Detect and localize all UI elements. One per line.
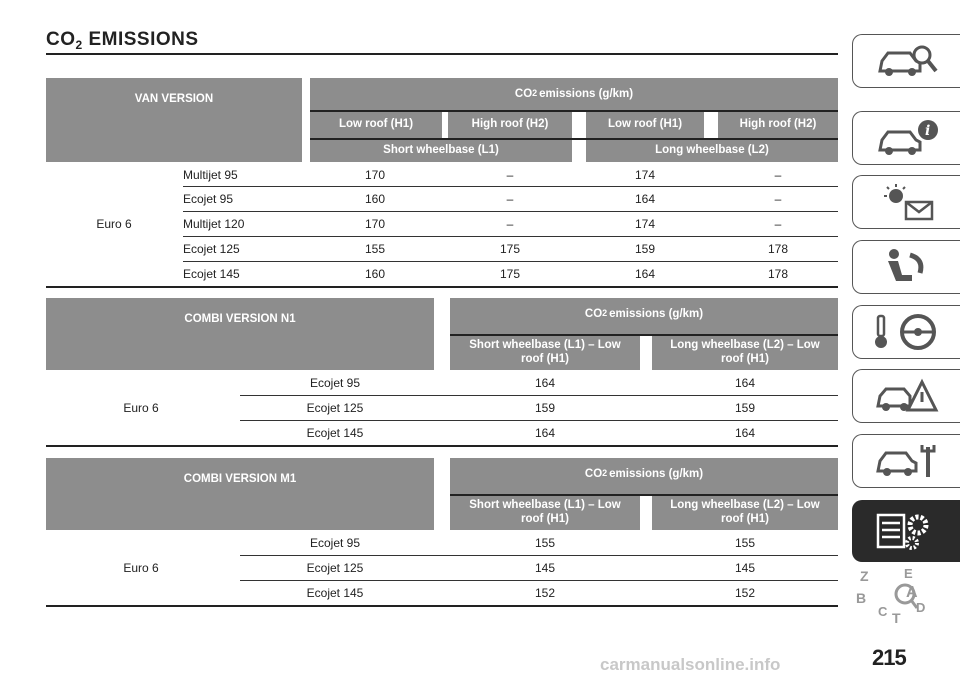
van-cell: 170 [364,167,386,182]
van-cell: 174 [634,217,656,231]
van-roof-header-4: High roof (H2) [718,112,838,138]
van-cell: 160 [364,267,386,281]
combi-n1-row-engine: Ecojet 125 [306,401,364,415]
combi-m1-standard: Euro 6 [123,560,159,575]
tab-safety[interactable] [852,240,960,294]
combi-m1-col-header-2: Long wheelbase (L2) – Low roof (H1) [652,496,838,530]
combi-n1-col-header-1: Short wheelbase (L1) – Low roof (H1) [450,336,640,370]
van-row-engine: Ecojet 145 [183,267,240,281]
combi-n1-cell: 159 [734,401,756,415]
tab-car-search[interactable] [852,34,960,88]
table-bottom-rule [46,445,838,447]
van-cell: 159 [634,242,656,256]
van-cell: – [774,217,782,231]
combi-m1-cell: 155 [534,536,556,550]
van-wheelbase-header-1: Short wheelbase (L1) [310,140,572,162]
van-cell: – [506,192,514,206]
page-number: 215 [872,645,906,670]
van-cell: 170 [364,217,386,231]
index-letter: T [892,610,901,626]
van-wheelbase-header-2: Long wheelbase (L2) [586,140,838,162]
van-co2-header: CO 2 emissions (g/km) [310,78,838,110]
van-cell: 175 [499,267,521,281]
combi-n1-cell: 164 [534,376,556,390]
table-bottom-rule [46,286,838,288]
van-standard: Euro 6 [96,217,132,231]
combi-n1-cell: 164 [734,376,756,390]
van-cell: 174 [634,167,656,182]
index-letter: Z [860,568,869,584]
van-roof-header-2: High roof (H2) [448,112,572,138]
van-cell: – [506,167,514,182]
combi-n1-co2-header: CO 2 emissions (g/km) [450,298,838,334]
van-row-engine: Multijet 95 [183,167,238,182]
van-cell: – [774,192,782,206]
car-warning-triangle-icon [872,376,942,416]
svg-text:i: i [924,123,930,139]
combi-m1-cell: 152 [534,586,556,600]
combi-m1-row-engine: Ecojet 95 [309,536,361,550]
combi-n1-row-engine: Ecojet 145 [306,426,364,440]
van-cell: 155 [364,242,386,256]
combi-m1-row-engine: Ecojet 125 [306,561,364,575]
tab-warning-lights[interactable] [852,175,960,229]
van-cell: 164 [634,267,656,281]
combi-n1-col-header-2: Long wheelbase (L2) – Low roof (H1) [652,336,838,370]
combi-m1-header: COMBI VERSION M1 [46,458,434,530]
combi-m1-row-engine: Ecojet 145 [306,586,364,600]
van-cell: 160 [364,192,386,206]
warning-light-message-icon [872,182,942,222]
combi-n1-header: COMBI VERSION N1 [46,298,434,370]
combi-m1-cell: 145 [534,561,556,575]
index-letter: B [856,590,867,606]
combi-n1-cell: 164 [734,426,756,440]
car-wrench-icon [872,441,942,481]
combi-m1-cell: 152 [734,586,756,600]
index-letter: E [904,566,913,581]
combi-m1-col-header-1: Short wheelbase (L1) – Low roof (H1) [450,496,640,530]
tab-car-info[interactable] [852,111,960,165]
van-row-engine: Ecojet 95 [183,192,234,206]
van-cell: 164 [634,192,656,206]
van-row-engine: Multijet 120 [183,217,245,231]
combi-m1-cell: 155 [734,536,756,550]
van-row-engine: Ecojet 125 [183,242,240,256]
index-letter: D [916,600,926,615]
watermark: carmanualsonline.info [600,655,781,674]
combi-n1-standard: Euro 6 [123,400,159,415]
van-cell: 178 [767,267,789,281]
tab-technical-data[interactable] [852,500,960,562]
tab-maintenance[interactable] [852,434,960,488]
combi-m1-cell: 145 [734,561,756,575]
tab-starting-driving[interactable] [852,305,960,359]
tab-emergency[interactable] [852,369,960,423]
car-info-icon [872,118,942,158]
van-cell: – [506,217,514,231]
table-bottom-rule [46,605,838,607]
combi-m1-co2-header: CO 2 emissions (g/km) [450,458,838,494]
car-search-icon [872,41,942,81]
page-title: $CO_2$ EMISSIONS [46,29,199,52]
van-cell: 175 [499,242,521,256]
combi-n1-cell: 164 [534,426,556,440]
van-cell: – [774,167,782,182]
combi-n1-row-engine: Ecojet 95 [309,376,361,390]
van-version-header: VAN VERSION [46,78,302,162]
index-letter: A [906,584,918,601]
list-gears-icon [872,511,942,551]
van-roof-header-1: Low roof (H1) [310,112,442,138]
combi-n1-cell: 159 [534,401,556,415]
van-roof-header-3: Low roof (H1) [586,112,704,138]
key-steering-wheel-icon [872,312,942,352]
van-cell: 178 [767,242,789,256]
airbag-seat-icon [872,247,942,287]
index-letter: C [878,604,888,619]
title-rule [46,53,838,55]
